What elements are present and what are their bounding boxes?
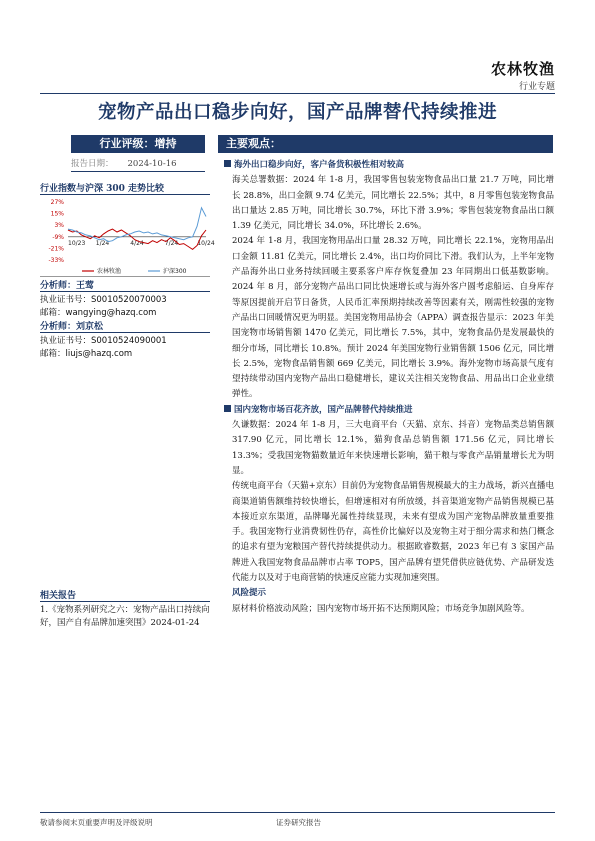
report-date-label: 报告日期：: [71, 159, 114, 169]
chart-section-title: 行业指数与沪深 300 走势比较: [40, 184, 165, 194]
analyst1-name: 分析师：王莺: [40, 281, 95, 291]
bullet1-title-text: 海外出口稳步向好，客户备货积极性相对较高: [234, 160, 405, 170]
header-divider: [40, 93, 555, 94]
bullet2-title: [224, 403, 554, 418]
main-views-heading: 主要观点：: [218, 135, 553, 153]
risk-title: 风险提示: [232, 588, 267, 599]
analyst1-divider: [40, 291, 210, 292]
x-tick-label: 7/24: [164, 239, 179, 247]
x-tick-label: 10/23: [68, 239, 86, 247]
risk-text: 原材料价格波动风险；国内宠物市场开拓不达预期风险；市场竞争加剧风险等。: [232, 603, 530, 614]
square-bullet-icon: [224, 405, 231, 412]
analyst2-name: 分析师：刘京松: [40, 322, 104, 332]
square-bullet-icon: [224, 160, 231, 167]
legend-label: 农林牧渔: [97, 268, 122, 275]
chart-title-divider: [40, 194, 210, 195]
report-date-value: 2024-10-16: [127, 159, 177, 169]
y-tick-label: 27%: [50, 199, 64, 206]
report-date: [71, 157, 205, 169]
related-reports-title: 相关报告: [40, 591, 77, 601]
legend-divider: [40, 276, 210, 277]
footer-disclaimer: 敬请参阅末页重要声明及评级说明: [40, 818, 153, 827]
y-tick-label: 3%: [54, 222, 64, 230]
related-report-item[interactable]: 1.《宠物系列研究之六：宠物产品出口持续向好，国产自有品牌加速突围》2024-01-24: [40, 605, 210, 628]
industry-rating: 行业评级：增持: [71, 135, 205, 153]
analyst1-email[interactable]: 邮箱：wangying@hazq.com: [40, 308, 157, 318]
report-type: 行业专题: [518, 82, 555, 92]
sector-name: 农林牧渔: [490, 60, 555, 78]
analyst1-cert: 执业证书号：S0010520070003: [40, 295, 167, 305]
analyst2-cert: 执业证书号：S0010524090001: [40, 336, 167, 346]
x-tick-label: 10/24: [197, 239, 215, 247]
index-comparison-chart: [40, 196, 215, 288]
related-divider: [40, 601, 210, 602]
bullet2-paragraph1: 久谦数据：2024 年 1-8 月，三大电商平台（天猫、京东、抖音）宠物品类总销售额 317.90 亿元，同比增长 12.1%，猫狗食品总销售额 171.56 亿元，同比增长 13.3%；受我国宠物猫数量近年来快速增长影响，猫干粮与零食产品销量增长尤为明显。: [232, 420, 554, 476]
analyst2-divider: [40, 332, 210, 333]
main-views-body: [224, 158, 554, 617]
bullet1-paragraph1: 海关总署数据：2024 年 1-8 月，我国零售包装宠物食品出口量 21.7 万吨，同比增长 28.8%，出口金额 9.74 亿美元，同比增长 22.5%；其中，8 月零售包装宠物食品出口量达 2.85 万吨，同比增长 30.7%，环比下滑 3.9%；零售包装宠物食品出口额 1.39 亿美元，同比增长 34.0%，环比增长 2.6%。: [232, 175, 554, 232]
bullet1-paragraph2: 2024 年 1-8 月，我国宠物用品出口量 28.32 万吨，同比增长 22.1%，宠物用品出口金额 11.81 亿美元，同比增长 2.4%，出口均价同比下滑。我们认为，上半年宠物产品海外出口业务持续回暖主要系客户库存恢复叠加 23 年同期出口低基数影响。2024 年 8 月，部分宠物产品出口同比快速增长或与海外客户圆考虑船运、自身库存等原因提前开启节日备货，人民币汇率预期持续改善等因素有关，刚需性较强的宠物产品出口回暖情况更为明显。美国宠物用品协会（APPA）调查报告显示：2023 年美国宠物市场销售额 1470 亿美元，同比增长 7.5%，其中，宠物食品仍是发展最快的细分市场，同比增长 10.8%。预计 2024 年美国宠物行业销售额 1506 亿元，同比增长 2.5%，宠物食品销售额 669 亿美元，同比增长 3.9%。海外宠物市场高景气度有望持续带动国内宠物产品出口稳健增长，建议关注相关宠物食品、用品出口企业业绩弹性。: [232, 236, 554, 400]
x-tick-label: 4/24: [130, 239, 144, 247]
bullet2-paragraph2: 传统电商平台（天猫+京东）目前仍为宠物食品销售规模最大的主力战场，新兴直播电商渠道销售额维持较快增长，但增速相对有所放缓，抖音渠道宠物产品销售规模已基本接近京东渠道，品牌曝光属性持续显现，未来有望成为国产宠物品牌放量重要推手。我国宠物行业消费韧性仍存，高性价比偏好以及宠物主对于细分需求和热门概念的追求有望为宠粮国产替代持续提供动力。根据欧睿数据，2023 年已有 3 家国产品牌进入我国宠物食品品牌市占率 TOP5，国产品牌有望凭借供应链优势、产品研发迭代能力以及对于电商营销的快速反应能力实现加速突围。: [232, 481, 554, 584]
y-tick-label: 15%: [50, 210, 64, 218]
analyst2-email[interactable]: 邮箱：liujs@hazq.com: [40, 349, 133, 359]
footer-divider: [40, 812, 555, 813]
bullet2-title-text: 国内宠物市场百花齐放，国产品牌替代持续推进: [234, 404, 413, 415]
y-tick-label: -9%: [52, 233, 64, 241]
y-tick-label: -21%: [48, 245, 64, 253]
bullet1-title: [224, 158, 554, 173]
date-divider: [71, 171, 205, 172]
legend-label: 沪深300: [163, 268, 187, 275]
footer-label: 证券研究报告: [276, 818, 321, 827]
report-title: 宠物产品出口稳步向好，国产品牌替代持续推进: [97, 102, 497, 123]
y-tick-label: -33%: [48, 257, 64, 264]
x-tick-label: 1/24: [95, 239, 110, 247]
